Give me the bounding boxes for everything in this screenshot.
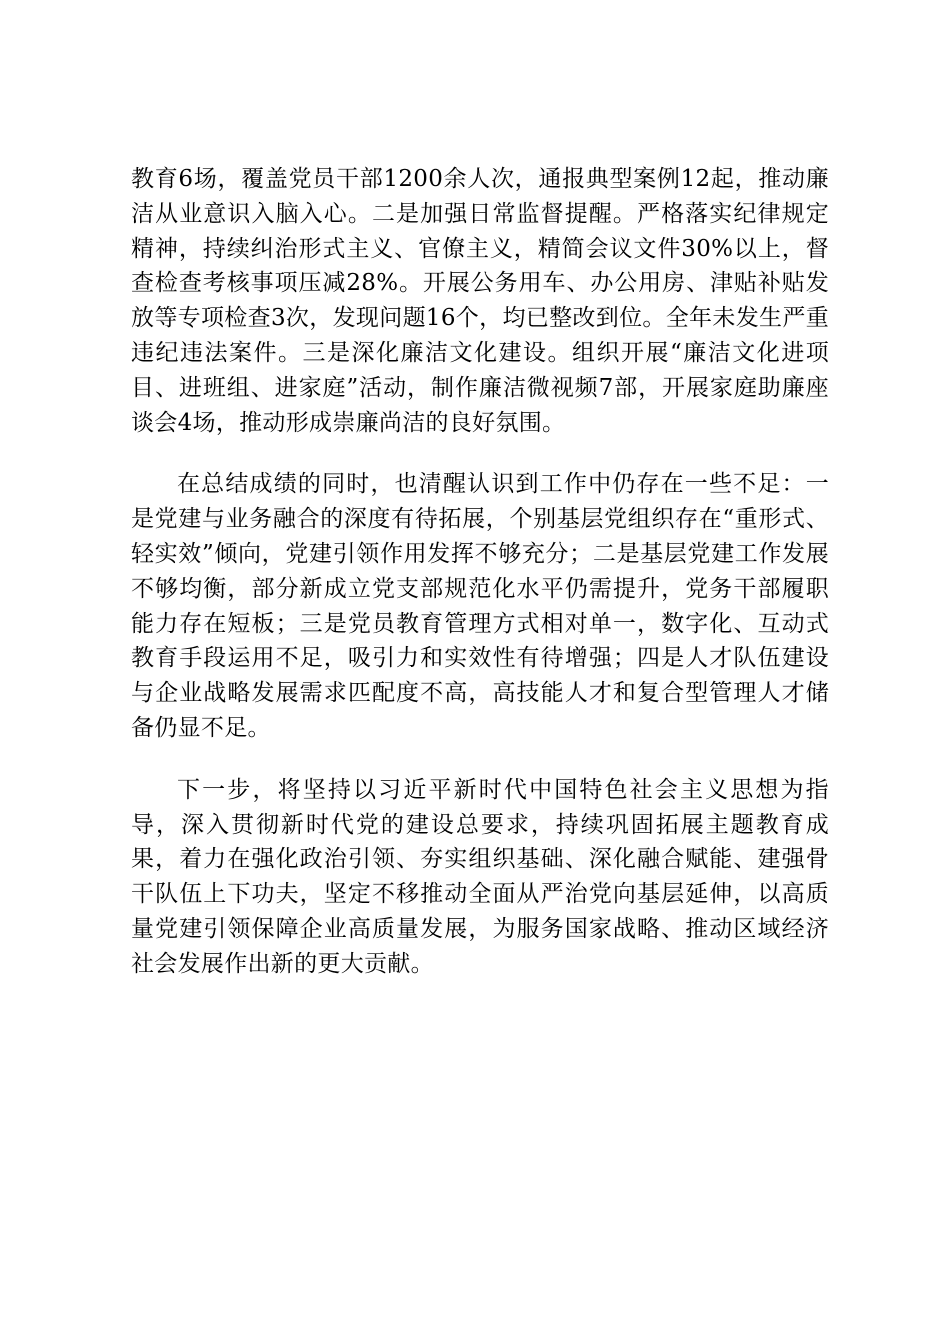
paragraph-shortcomings: 在总结成绩的同时，也清醒认识到工作中仍存在一些不足：一是党建与业务融合的深度有待拓展，个别基层党组织存在“重形式、轻实效”倾向，党建引领作用发挥不够充分；二是基层党建工作发展不够均衡，部分新成立党支部规范化水平仍需提升，党务干部履职能力存在短板；三是党员教育管理方式相对单一，数字化、互动式教育手段运用不足，吸引力和实效性有待增强；四是人才队伍建设与企业战略发展需求匹配度不高，高技能人才和复合型管理人才储备仍显不足。: [131, 471, 829, 741]
paragraph-discipline-continued: 教育6场，覆盖党员干部1200余人次，通报典型案例12起，推动廉洁从业意识入脑入心。二是加强日常监督提醒。严格落实纪律规定精神，持续纠治形式主义、官僚主义，精简会议文件30%以上，督查检查考核事项压减28%。开展公务用车、办公用房、津贴补贴发放等专项检查3次，发现问题16个，均已整改到位。全年未发生严重违纪违法案件。三是深化廉洁文化建设。组织开展“廉洁文化进项目、进班组、进家庭”活动，制作廉洁微视频7部，开展家庭助廉座谈会4场，推动形成崇廉尚洁的良好氛围。: [131, 166, 829, 436]
paragraph-next-steps: 下一步，将坚持以习近平新时代中国特色社会主义思想为指导，深入贯彻新时代党的建设总要求，持续巩固拓展主题教育成果，着力在强化政治引领、夯实组织基础、深化融合赋能、建强骨干队伍上下功夫，坚定不移推动全面从严治党向基层延伸，以高质量党建引领保障企业高质量发展，为服务国家战略、推动区域经济社会发展作出新的更大贡献。: [131, 776, 829, 977]
document-body: [131, 162, 829, 1009]
